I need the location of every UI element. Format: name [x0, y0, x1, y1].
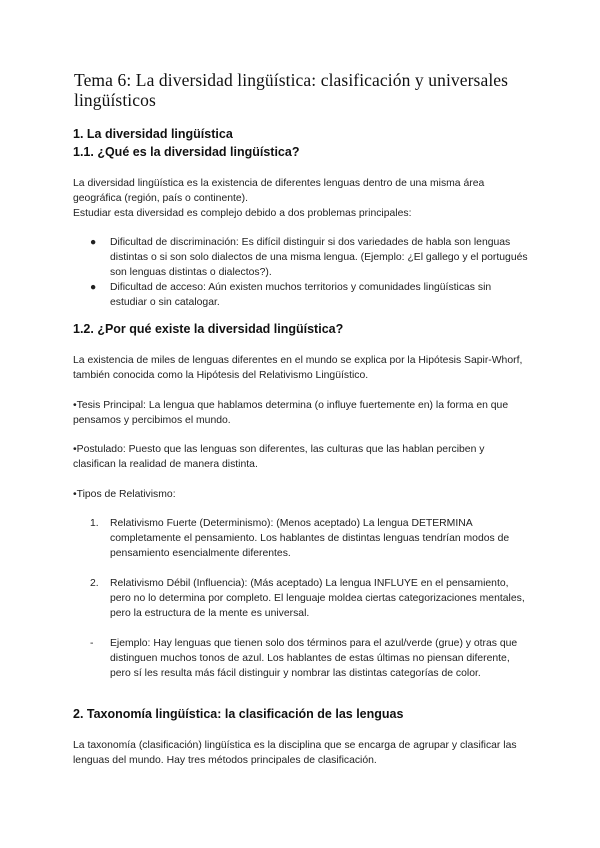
bullet-marker: ● [90, 282, 97, 293]
section-1-1-intro [73, 176, 528, 221]
tesis-paragraph: •Tesis Principal: La lengua que hablamos determina (o influye fuertemente en) la forma en que pensamos y percibimos el mundo. [73, 400, 509, 426]
section-1-1-heading: 1.1. ¿Qué es la diversidad lingüística? [73, 145, 300, 159]
section-2-intro: La taxonomía (clasificación) lingüística es la disciplina que se encarga de agrupar y clasificar las lenguas del mundo. Hay tres métodos principales de clasificación. [73, 740, 517, 766]
section-1-2-heading: 1.2. ¿Por qué existe la diversidad lingüística? [73, 322, 344, 336]
difficulties-list [90, 235, 530, 310]
section-1-2-intro: La existencia de miles de lenguas diferentes en el mundo se explica por la Hipótesis Sapir-Whorf, también conocida como la Hipótesis del Relativismo Lingüístico. [73, 355, 523, 381]
postulado-paragraph: •Postulado: Puesto que las lenguas son diferentes, las culturas que las hablan perciben y clasifican la realidad de manera distinta. [73, 444, 485, 470]
item-text: Relativismo Débil (Influencia): (Más aceptado) La lengua INFLUYE en el pensamiento, pero no lo determina por completo. El lenguaje moldea ciertas categorizaciones mentales, pero la estructura de la mente es universal. [110, 578, 525, 619]
item-marker: 1. [90, 518, 99, 529]
bullet-text: Dificultad de acceso: Aún existen muchos territorios y comunidades lingüísticas sin estudiar o sin catalogar. [110, 282, 492, 308]
document-title: Tema 6: La diversidad lingüística: clasificación y universales lingüísticos [74, 70, 509, 110]
item-marker: 2. [90, 578, 99, 589]
list-item [90, 576, 530, 621]
item-text: Relativismo Fuerte (Determinismo): (Menos aceptado) La lengua DETERMINA completamente el pensamiento. Los hablantes de distintas lenguas tendrían modos de pensamiento esencialmente diferentes. [110, 518, 510, 559]
relativism-list [90, 516, 530, 681]
tipos-heading: •Tipos de Relativismo: [73, 489, 176, 500]
intro-line-2: Estudiar esta diversidad es complejo debido a dos problemas principales: [73, 208, 412, 219]
list-item [90, 235, 530, 280]
list-item [90, 516, 530, 561]
section-1-heading: 1. La diversidad lingüística [73, 127, 233, 141]
bullet-text: Dificultad de discriminación: Es difícil distinguir si dos variedades de habla son lenguas distintas o si son solo dialectos de una misma lengua. (Ejemplo: ¿El gallego y el portugués son lenguas distintas o dialectos?). [110, 237, 528, 278]
intro-line-1: La diversidad lingüística es la existencia de diferentes lenguas dentro de una misma área geográfica (región, país o continente). [73, 178, 485, 204]
list-item [90, 280, 530, 310]
bullet-marker: ● [90, 237, 97, 248]
section-2-heading: 2. Taxonomía lingüística: la clasificación de las lenguas [73, 707, 404, 721]
list-item [90, 636, 530, 681]
item-text: Ejemplo: Hay lenguas que tienen solo dos términos para el azul/verde (grue) y otras que distinguen muchos tonos de azul. Los hablantes de estas últimas no piensan diferente, pero sí les resulta más fácil distinguir y nombrar las distintas categorías de color. [110, 638, 518, 679]
item-marker: - [90, 638, 94, 649]
